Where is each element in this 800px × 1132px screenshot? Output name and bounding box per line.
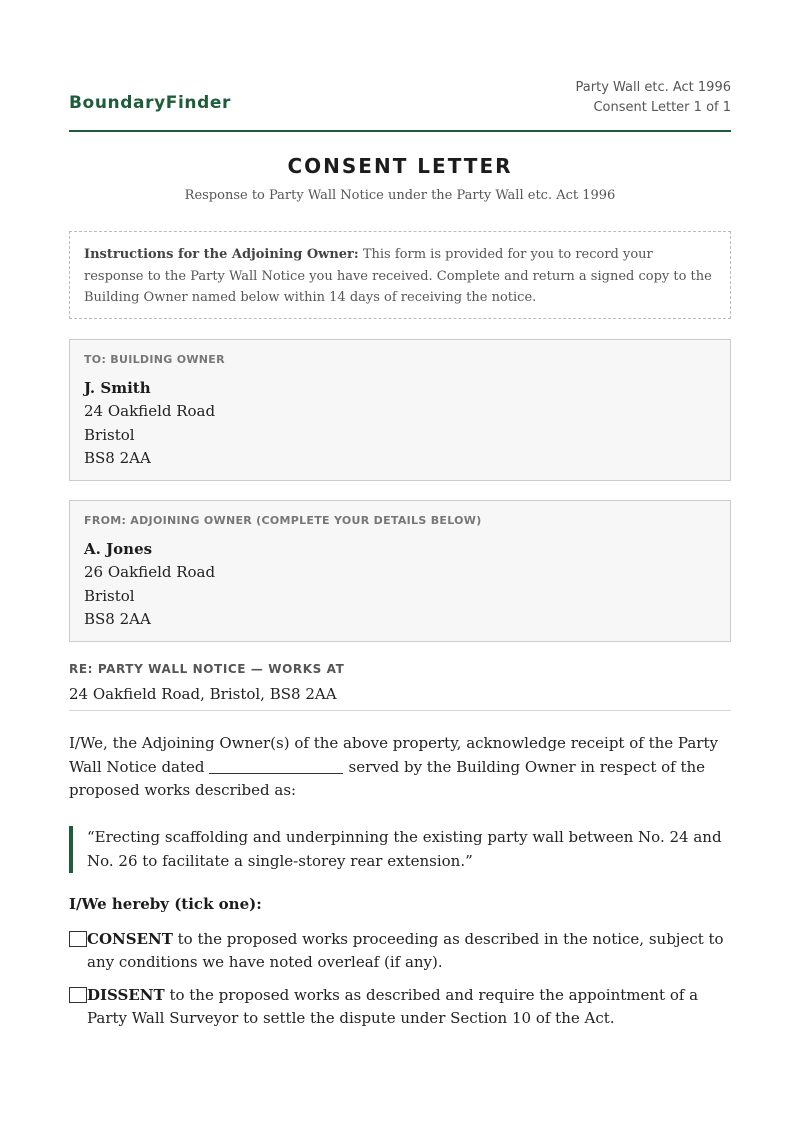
works-description-quote: “Erecting scaffolding and underpinning the existing party wall between No. 24 and No. 26 to facilitate a single-storey rear extension.” — [69, 826, 732, 873]
dissent-option-body: to the proposed works as described and require the appointment of a Party Wall Surveyor to settle the dispute under Section 10 of the Act. — [87, 986, 699, 1027]
page-indicator: Consent Letter 1 of 1 — [593, 100, 731, 115]
adjoining-owner-address-line: BS8 2AA — [84, 610, 151, 628]
building-owner-address-line: 24 Oakfield Road — [84, 402, 216, 420]
letter-header — [69, 76, 731, 132]
building-owner-label: TO: BUILDING OWNER — [84, 353, 225, 366]
consent-option-lead: CONSENT — [87, 930, 173, 948]
page-title: CONSENT LETTER — [287, 154, 513, 178]
adjoining-owner-box — [69, 500, 731, 642]
instructions-lead: Instructions for the Adjoining Owner: — [84, 247, 359, 262]
notice-date-field[interactable] — [209, 757, 343, 774]
consent-option-text — [87, 928, 731, 974]
acknowledgement-text-start: I/We, the Adjoining Owner(s) of the above property, acknowledge receipt of the Party Wall Notice dated — [69, 734, 718, 776]
instructions-box — [69, 231, 731, 319]
consent-option — [69, 928, 731, 974]
instructions-text: This form is provided for you to record your response to the Party Wall Notice you have received. Complete and return a signed copy to the Building Owner named below within 14 days of receiving the notice. — [84, 247, 712, 305]
building-owner-address-line: BS8 2AA — [84, 449, 151, 467]
works-location-label: RE: PARTY WALL NOTICE — WORKS AT — [69, 662, 345, 676]
consent-checkbox[interactable] — [69, 931, 87, 947]
header-meta — [576, 78, 731, 118]
adjoining-owner-address-line: 26 Oakfield Road — [84, 563, 216, 581]
dissent-option — [69, 984, 731, 1030]
building-owner-box — [69, 339, 731, 481]
dissent-option-lead: DISSENT — [87, 986, 165, 1004]
consent-option-body: to the proposed works proceeding as described in the notice, subject to any conditions we have noted overleaf (if any). — [87, 930, 724, 971]
dissent-option-text — [87, 984, 731, 1030]
section-divider — [69, 710, 731, 711]
adjoining-owner-label: FROM: ADJOINING OWNER (COMPLETE YOUR DETAILS BELOW) — [84, 514, 482, 527]
acknowledgement-text-end: served by the Building Owner in respect of the proposed works described as: — [69, 757, 706, 799]
brand-logo-text: BoundaryFinder — [69, 93, 231, 113]
acknowledgement-paragraph — [69, 732, 731, 803]
works-location-address: 24 Oakfield Road, Bristol, BS8 2AA — [69, 685, 337, 703]
dissent-checkbox[interactable] — [69, 987, 87, 1003]
page-subtitle: Response to Party Wall Notice under the Party Wall etc. Act 1996 — [184, 188, 616, 203]
adjoining-owner-name: A. Jones — [84, 540, 153, 558]
building-owner-name: J. Smith — [84, 379, 151, 397]
act-reference: Party Wall etc. Act 1996 — [575, 80, 731, 95]
building-owner-address-line: Bristol — [84, 425, 135, 444]
tick-one-label: I/We hereby (tick one): — [69, 895, 262, 913]
adjoining-owner-address-line: Bristol — [84, 586, 135, 605]
